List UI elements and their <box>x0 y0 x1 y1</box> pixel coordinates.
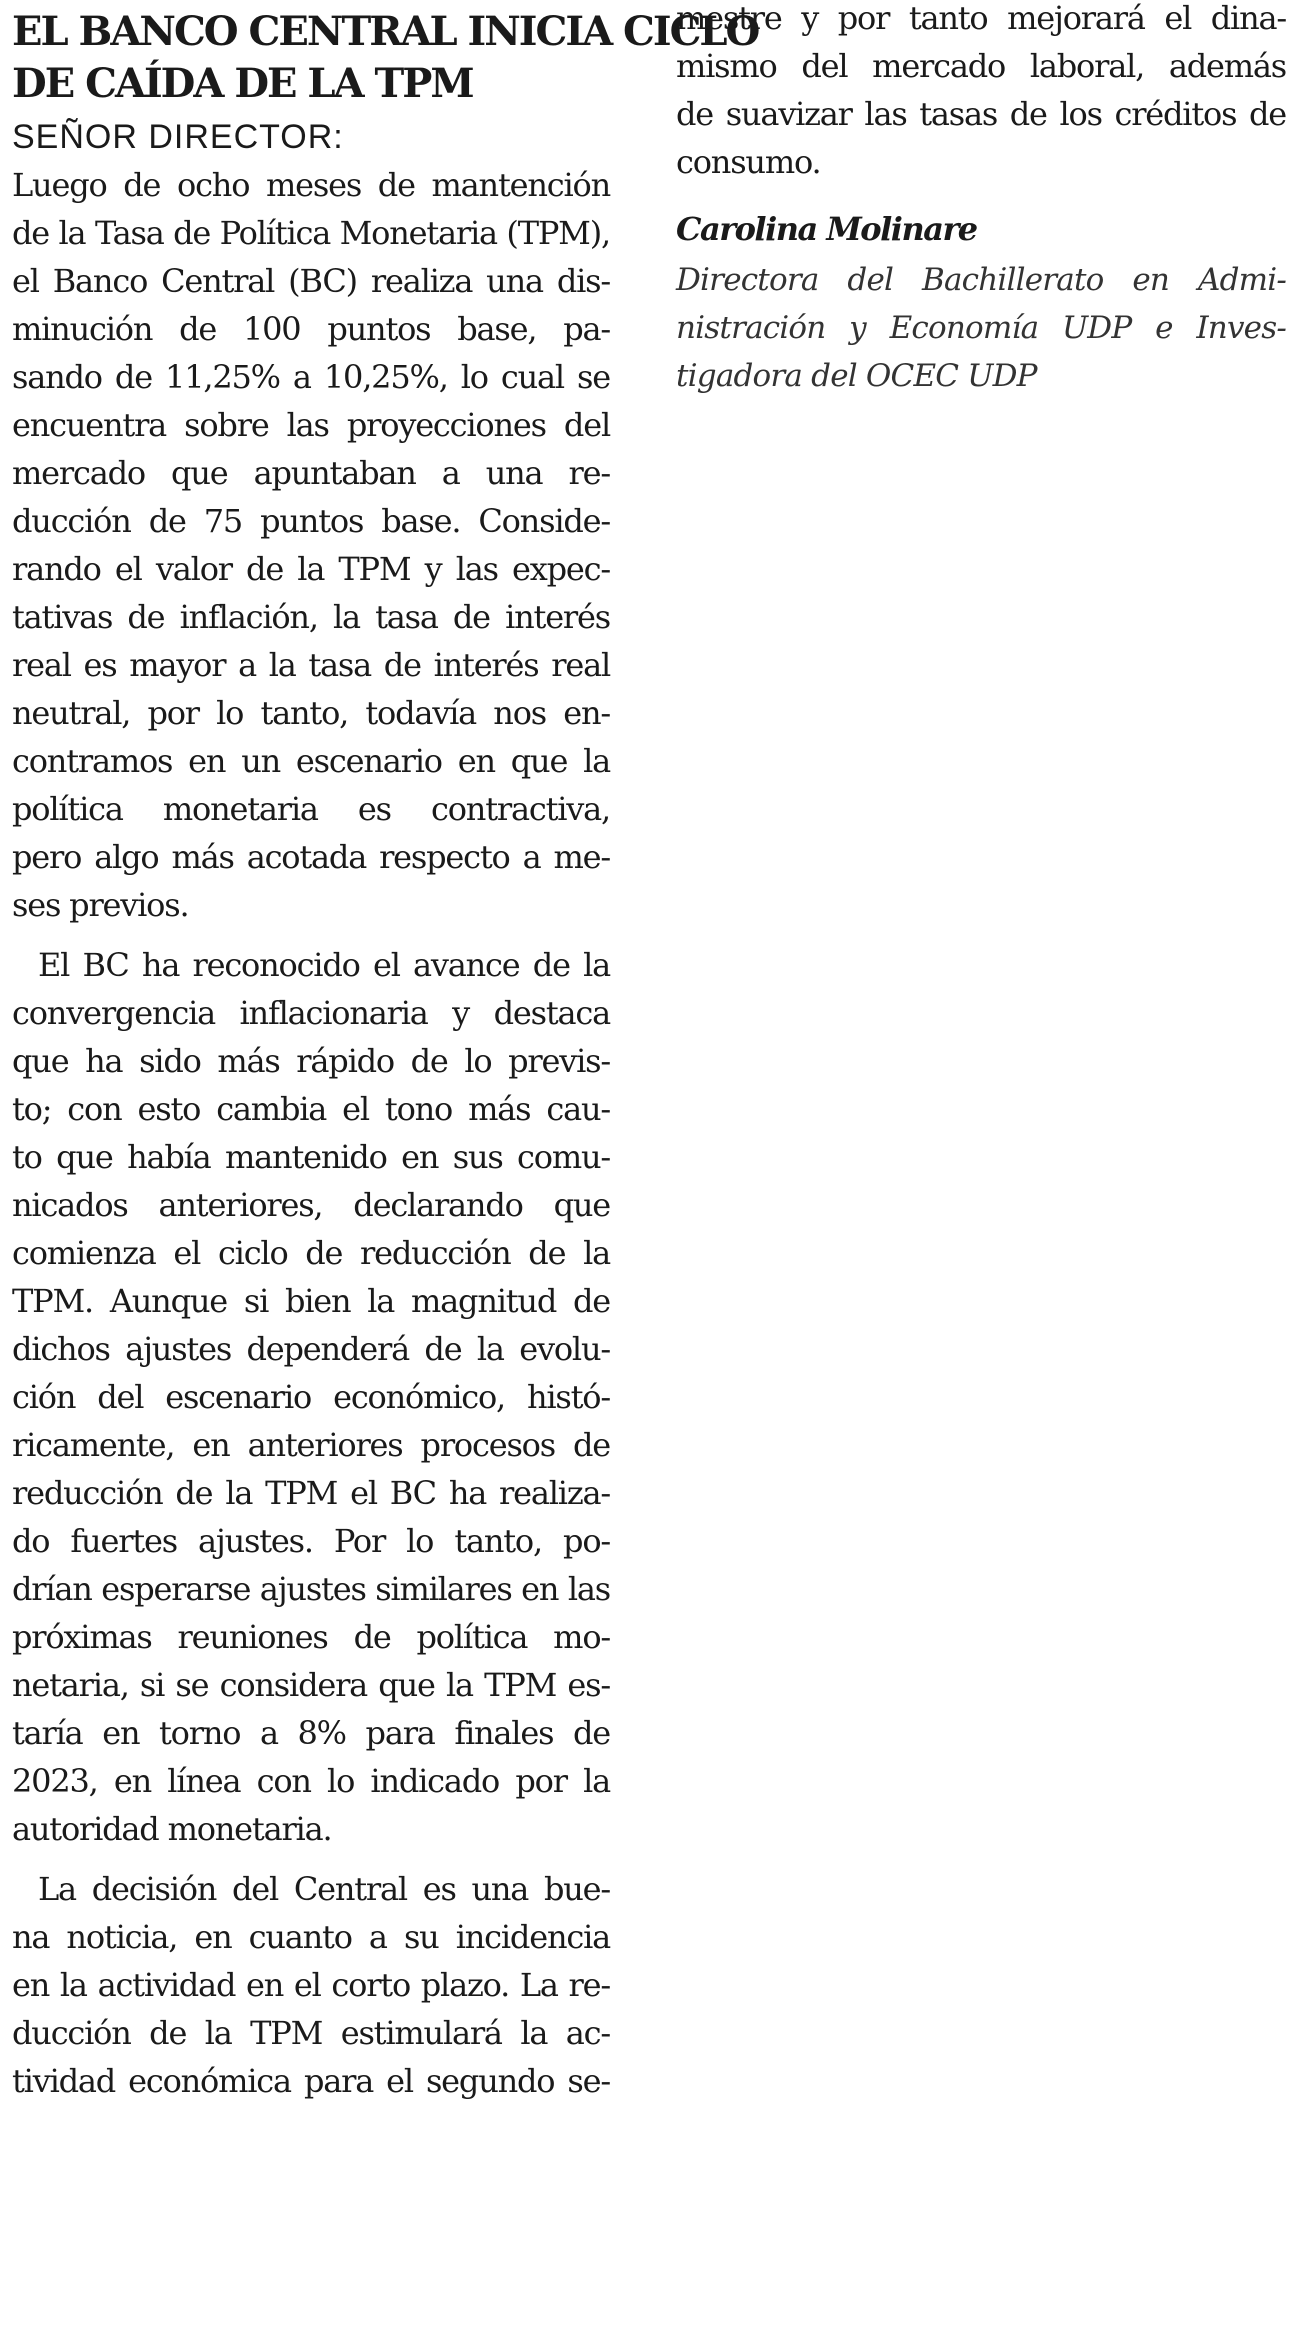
text-line: dichos ajustes dependerá de la evolu- <box>12 1330 610 1368</box>
text-line: que ha sido más rápido de lo previs- <box>12 1042 610 1080</box>
text-line: ducción de 75 puntos base. Conside- <box>12 502 610 540</box>
text-line: Luego de ocho meses de mantención <box>12 166 610 204</box>
text-line: netaria, si se considera que la TPM es- <box>12 1666 610 1704</box>
text-line: neutral, por lo tanto, todavía nos en- <box>12 694 610 732</box>
text-line: de la Tasa de Política Monetaria (TPM), <box>12 214 610 252</box>
text-line: to; con esto cambia el tono más cau- <box>12 1090 610 1128</box>
text-line: política monetaria es contractiva, <box>12 790 610 828</box>
paragraph-1 <box>12 161 610 929</box>
text-line: mercado que apuntaban a una re- <box>12 454 610 492</box>
text-line: mismo del mercado laboral, además <box>676 47 1286 85</box>
text-line: minución de 100 puntos base, pa- <box>12 310 610 348</box>
text-line: mestre y por tanto mejorará el dina- <box>676 0 1286 37</box>
text-line: encuentra sobre las proyecciones del <box>12 406 610 444</box>
text-line: contramos en un escenario en que la <box>12 742 610 780</box>
affiliation-line: nistración y Economía UDP e Inves- <box>676 310 1286 346</box>
text-line: to que había mantenido en sus comu- <box>12 1138 610 1176</box>
text-line: comienza el ciclo de reducción de la <box>12 1234 610 1272</box>
text-line: autoridad monetaria. <box>12 1810 332 1848</box>
author-affiliation <box>676 256 1286 400</box>
text-line: en la actividad en el corto plazo. La re- <box>12 1966 610 2004</box>
paragraph-3-continued <box>676 0 1286 186</box>
headline <box>12 0 759 110</box>
text-line: ses previos. <box>12 886 189 924</box>
text-line: rando el valor de la TPM y las expec- <box>12 550 610 588</box>
text-line: sando de 11,25% a 10,25%, lo cual se <box>12 358 610 396</box>
text-line: convergencia inflacionaria y destaca <box>12 994 610 1032</box>
text-line: de suavizar las tasas de los créditos de <box>676 95 1286 133</box>
affiliation-line: tigadora del OCEC UDP <box>676 358 1037 394</box>
text-line: na noticia, en cuanto a su incidencia <box>12 1918 610 1956</box>
text-line: ción del escenario económico, histó- <box>12 1378 610 1416</box>
text-line: ducción de la TPM estimulará la ac- <box>12 2014 610 2052</box>
text-line: taría en torno a 8% para finales de <box>12 1714 610 1752</box>
text-line: ricamente, en anteriores procesos de <box>12 1426 610 1464</box>
text-line: tativas de inflación, la tasa de interés <box>12 598 610 636</box>
text-line: TPM. Aunque si bien la magnitud de <box>12 1282 610 1320</box>
salutation: SEÑOR DIRECTOR: <box>12 118 344 156</box>
text-line: tividad económica para el segundo se- <box>12 2062 610 2100</box>
headline-line: EL BANCO CENTRAL INICIA CICLO <box>12 8 759 55</box>
text-line: La decisión del Central es una bue- <box>38 1870 610 1908</box>
paragraph-3 <box>12 1865 610 2105</box>
text-line: El BC ha reconocido el avance de la <box>38 946 610 984</box>
text-line: 2023, en línea con lo indicado por la <box>12 1762 610 1800</box>
text-line: próximas reuniones de política mo- <box>12 1618 610 1656</box>
text-line: drían esperarse ajustes similares en las <box>12 1570 610 1608</box>
headline-line: DE CAÍDA DE LA TPM <box>12 60 473 107</box>
text-line: reducción de la TPM el BC ha realiza- <box>12 1474 610 1512</box>
text-line: el Banco Central (BC) realiza una dis- <box>12 262 610 300</box>
right-column <box>676 0 1286 400</box>
text-line: real es mayor a la tasa de interés real <box>12 646 610 684</box>
paragraph-2 <box>12 941 610 1853</box>
text-line: pero algo más acotada respecto a me- <box>12 838 610 876</box>
author-name: Carolina Molinare <box>676 210 977 248</box>
text-line: consumo. <box>676 143 821 181</box>
text-line: nicados anteriores, declarando que <box>12 1186 610 1224</box>
text-line: do fuertes ajustes. Por lo tanto, po- <box>12 1522 610 1560</box>
affiliation-line: Directora del Bachillerato en Admi- <box>676 262 1286 298</box>
